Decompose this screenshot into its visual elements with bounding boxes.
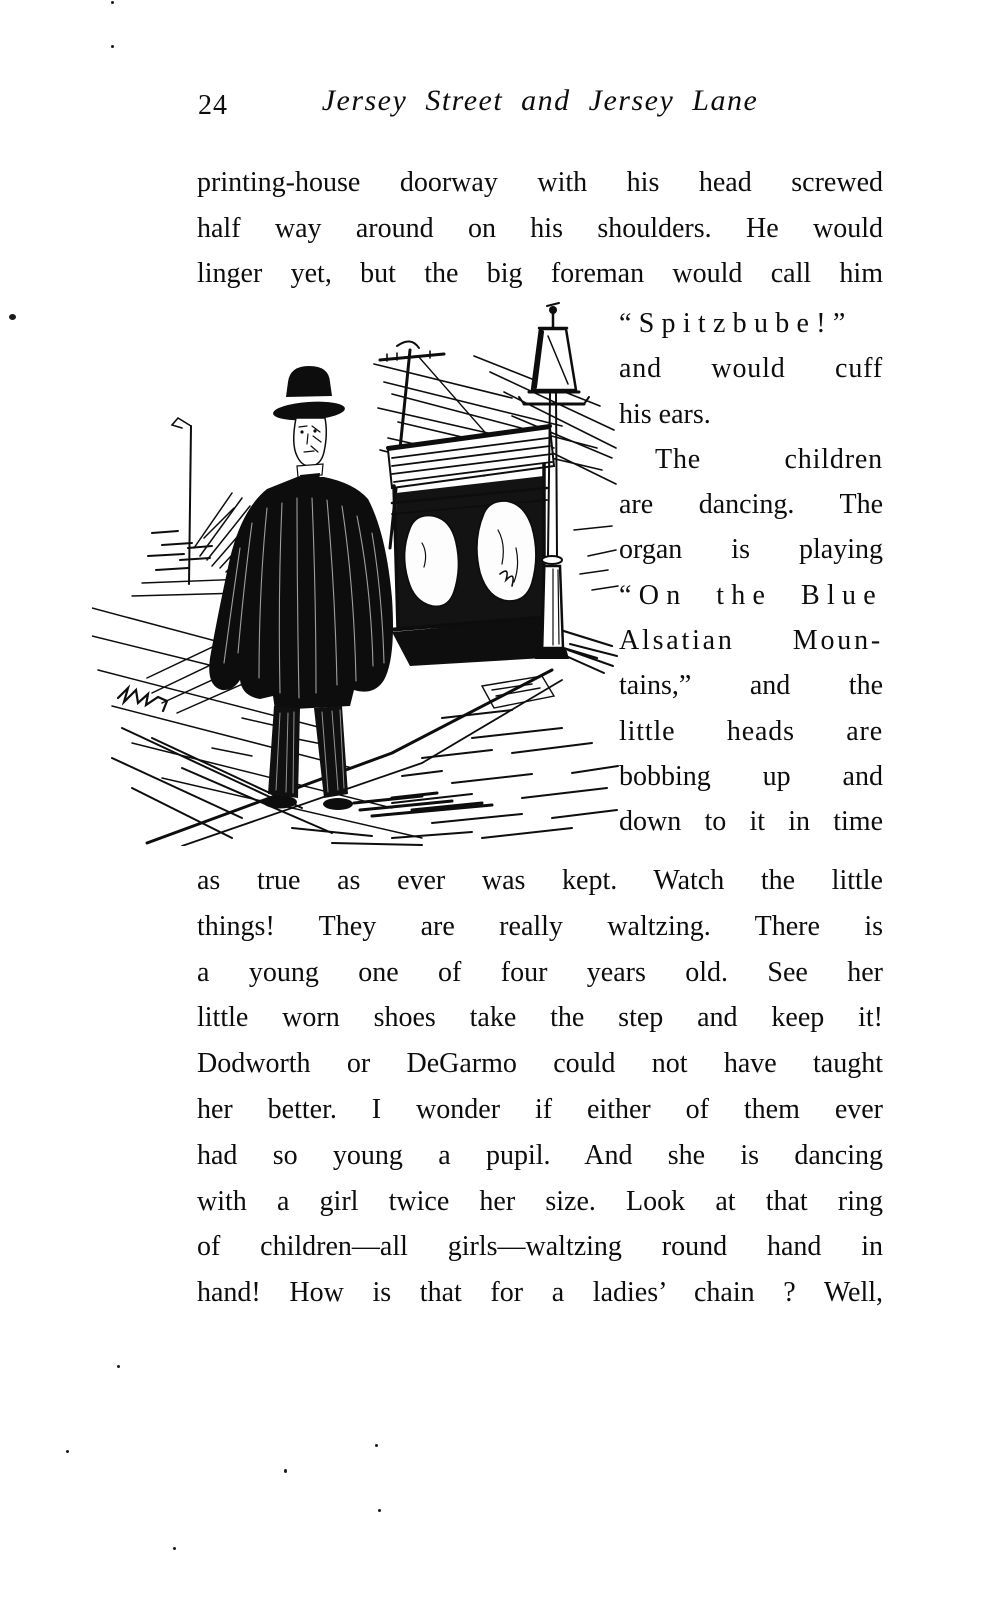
text-line: are dancing. The xyxy=(619,489,883,521)
running-title: Jersey Street and Jersey Lane xyxy=(321,84,759,117)
opening-paragraph xyxy=(197,160,883,297)
text-line: organ is playing xyxy=(619,534,883,566)
text-line: half way around on his shoulders. He would xyxy=(197,212,883,244)
text-line: as true as ever was kept. Watch the little xyxy=(197,865,883,896)
text-line: down to it in time xyxy=(619,806,883,838)
scan-speck xyxy=(375,1444,378,1447)
street-scene-illustration xyxy=(92,298,620,846)
text-line: hand! How is that for a ladies’ chain ? Well, xyxy=(197,1277,883,1309)
text-line: “On the Blue xyxy=(619,579,883,611)
text-line: “Spitzbube!” xyxy=(619,308,853,339)
text-line: little heads are xyxy=(619,715,883,747)
text-line: of children—all girls—waltzing round hand in xyxy=(197,1231,883,1263)
closing-paragraph xyxy=(197,858,883,1316)
scan-speck xyxy=(284,1469,287,1473)
text-line: printing-house doorway with his head screwed xyxy=(197,167,883,198)
text-line: had so young a pupil. And she is dancing xyxy=(197,1139,883,1171)
text-line: little worn shoes take the step and keep it! xyxy=(197,1002,883,1034)
curb xyxy=(147,670,562,846)
text-line: linger yet, but the big foreman would call him xyxy=(197,258,883,290)
text-line: and would cuff xyxy=(619,353,883,385)
text-line: Dodworth or DeGarmo could not have taught xyxy=(197,1048,883,1080)
text-line: Alsatian Moun- xyxy=(619,625,883,657)
text-line: bobbing up and xyxy=(619,760,883,792)
scan-speck xyxy=(111,1,114,4)
text-line: things! They are really waltzing. There is xyxy=(197,910,883,942)
scan-speck xyxy=(9,314,16,320)
text-line: his ears. xyxy=(619,398,711,430)
artist-monogram xyxy=(118,688,167,711)
text-line: her better. I wonder if either of them ever xyxy=(197,1093,883,1125)
text-line: tains,” and the xyxy=(619,670,883,702)
wrap-column xyxy=(619,301,883,845)
page-number: 24 xyxy=(198,90,228,121)
scan-speck xyxy=(173,1547,176,1550)
pushcart xyxy=(388,426,612,666)
text-line: The children xyxy=(655,443,883,475)
scan-speck xyxy=(66,1450,69,1453)
text-line: with a girl twice her size. Look at that ring xyxy=(197,1185,883,1217)
figure-shadow xyxy=(354,793,492,816)
scan-speck xyxy=(117,1365,120,1368)
text-line: a young one of four years old. See her xyxy=(197,956,883,988)
scan-speck xyxy=(111,45,114,48)
scan-speck xyxy=(378,1509,381,1512)
